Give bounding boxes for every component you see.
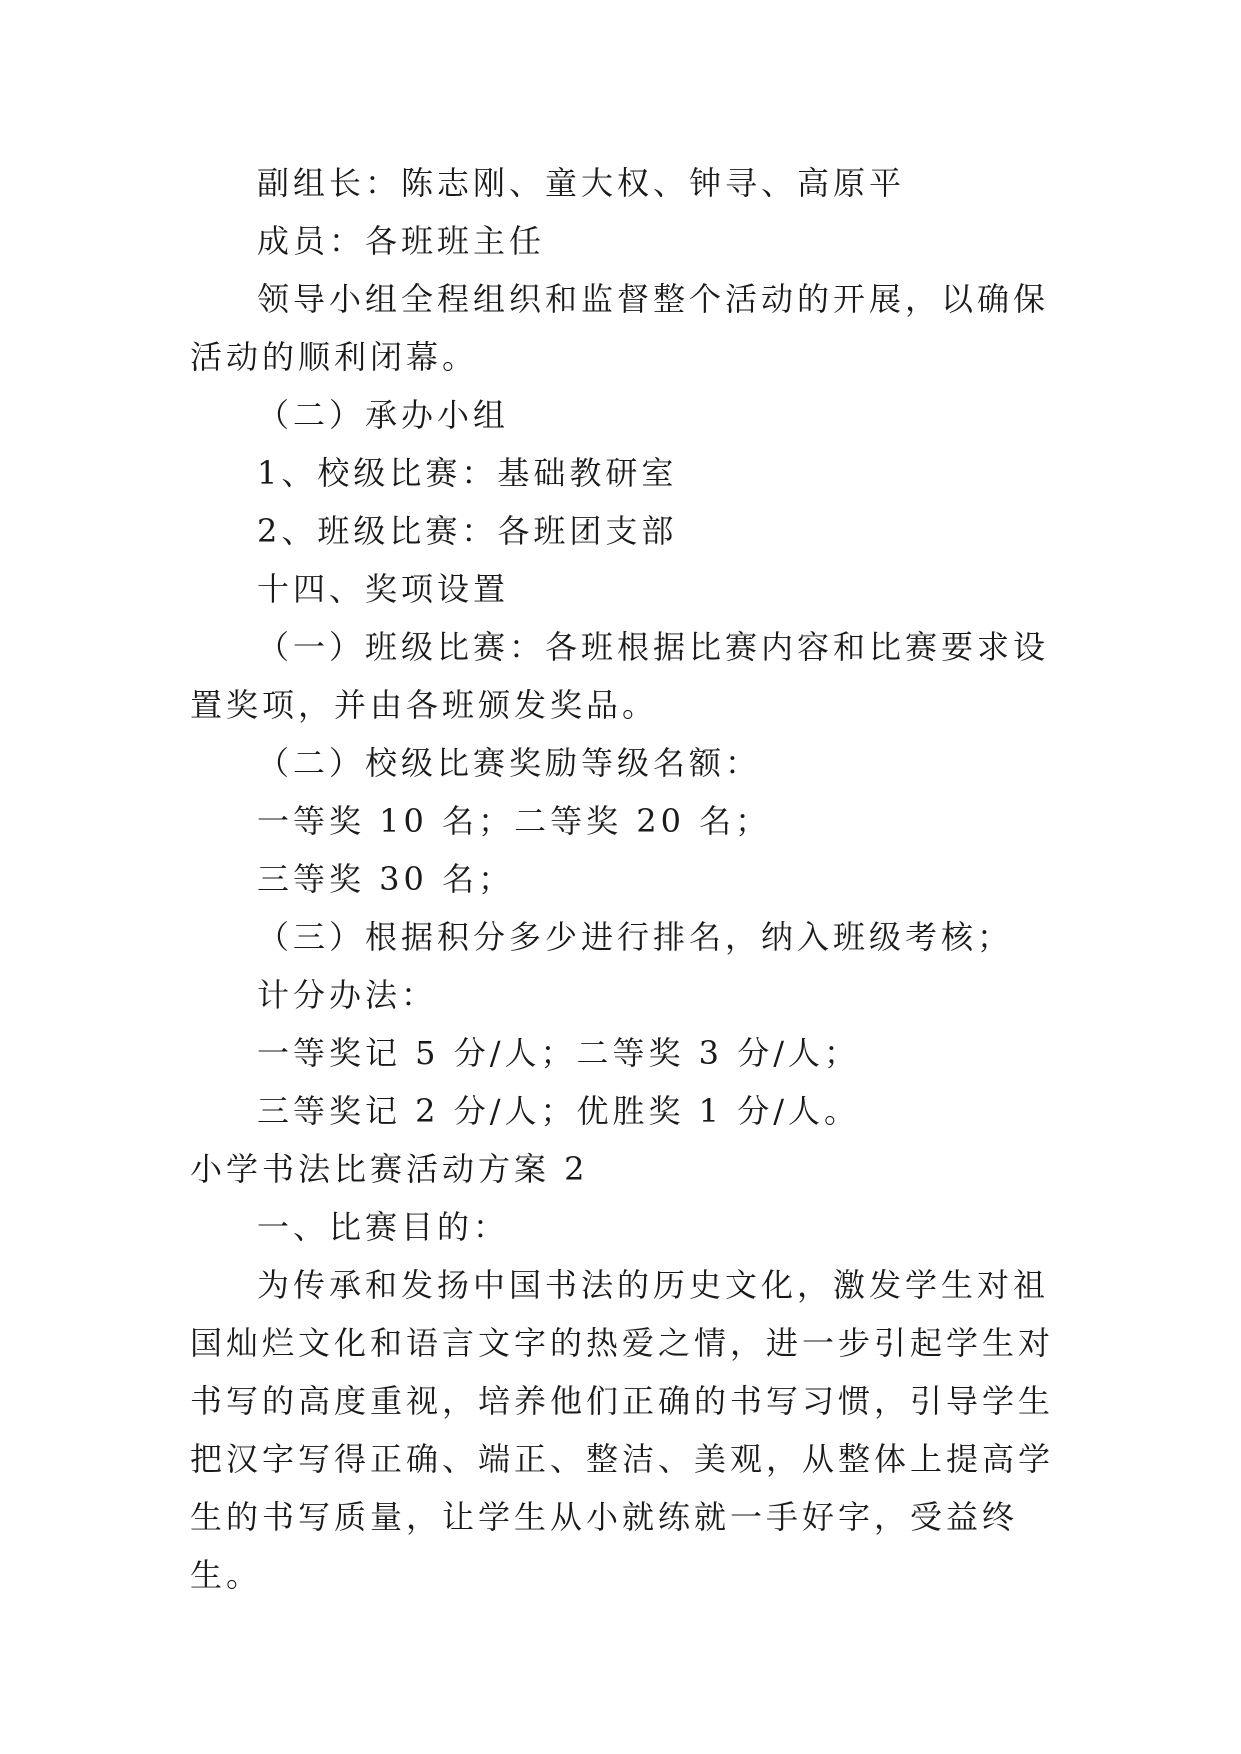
document-body bbox=[190, 154, 1060, 1604]
document-section-title: 小学书法比赛活动方案 2 bbox=[190, 1150, 589, 1188]
paragraph-scoring-third-merit: 三等奖记 2 分/人；优胜奖 1 分/人。 bbox=[257, 1092, 860, 1130]
paragraph-ranking-by-points: （三）根据积分多少进行排名，纳入班级考核； bbox=[257, 918, 1014, 956]
section-heading-awards: 十四、奖项设置 bbox=[257, 570, 510, 608]
paragraph-class-competition-awards: （一）班级比赛：各班根据比赛内容和比赛要求设置奖项，并由各班颁发奖品。 bbox=[190, 628, 1050, 724]
paragraph-scoring-method-heading: 计分办法： bbox=[257, 976, 438, 1014]
paragraph-members: 成员：各班班主任 bbox=[257, 222, 546, 260]
paragraph-scoring-first-second: 一等奖记 5 分/人；二等奖 3 分/人； bbox=[257, 1034, 860, 1072]
paragraph-school-award-quotas-heading: （二）校级比赛奖励等级名额： bbox=[257, 744, 762, 782]
paragraph-school-level-organizer: 1、校级比赛：基础教研室 bbox=[257, 454, 678, 492]
paragraph-deputy-leaders: 副组长：陈志刚、童大权、钟寻、高原平 bbox=[257, 164, 906, 202]
paragraph-purpose-body: 为传承和发扬中国书法的历史文化，激发学生对祖国灿烂文化和语言文字的热爱之情，进一步引起学生对书写的高度重视，培养他们正确的书写习惯，引导学生把汉字写得正确、端正、整洁、美观，从整体上提高学生的书写质量，让学生从小就练就一手好字，受益终生。 bbox=[190, 1266, 1055, 1594]
paragraph-class-level-organizer: 2、班级比赛：各班团支部 bbox=[257, 512, 678, 550]
paragraph-third-prize-quota: 三等奖 30 名； bbox=[257, 860, 515, 898]
section-heading-purpose: 一、比赛目的： bbox=[257, 1208, 510, 1246]
paragraph-first-second-prize-quota: 一等奖 10 名；二等奖 20 名； bbox=[257, 802, 772, 840]
paragraph-organizing-group-heading: （二）承办小组 bbox=[257, 396, 510, 434]
paragraph-leadership-role: 领导小组全程组织和监督整个活动的开展，以确保活动的顺利闭幕。 bbox=[190, 280, 1050, 376]
